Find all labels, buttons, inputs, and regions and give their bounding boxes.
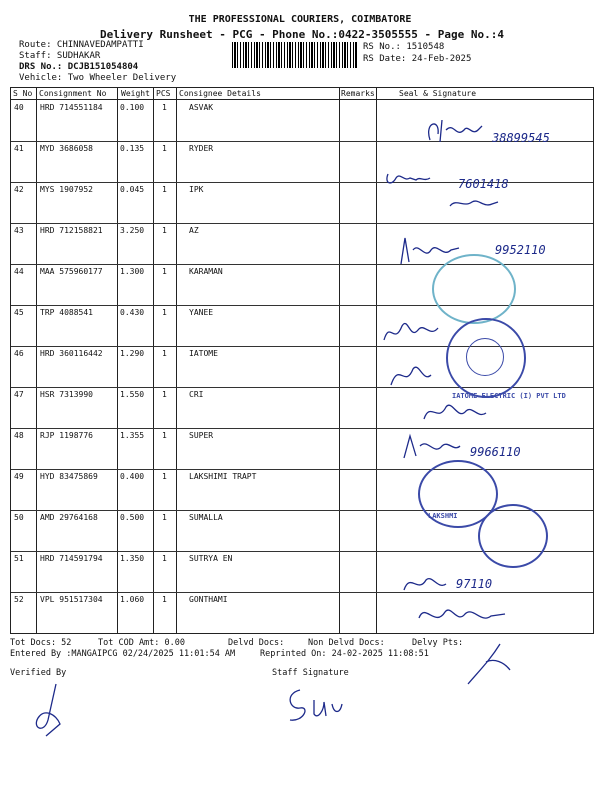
drs-number: DRS No.: DCJB151054804 xyxy=(19,62,139,72)
cell-consignment-no: HRD 714591794 xyxy=(40,554,103,563)
handwritten-phone: 9952110 xyxy=(495,243,546,257)
col-header-consignment: Consignment No xyxy=(39,89,107,98)
row-divider xyxy=(11,469,593,470)
cell-consignee: LAKSHIMI TRAPT xyxy=(189,472,257,481)
company-title: THE PROFESSIONAL COURIERS, COIMBATORE xyxy=(188,14,412,25)
cell-consignment-no: HRD 712158821 xyxy=(40,226,103,235)
tot-docs: Tot Docs: 52 xyxy=(10,638,72,648)
cell-consignment-no: VPL 951517304 xyxy=(40,595,103,604)
cell-pcs: 1 xyxy=(162,308,167,317)
cell-sno: 42 xyxy=(14,185,24,194)
cell-consignee: YANEE xyxy=(189,308,214,317)
cell-consignee: ASVAK xyxy=(189,103,214,112)
rs-date: RS Date: 24-Feb-2025 xyxy=(363,54,472,64)
cell-consignee: SUMALLA xyxy=(189,513,223,522)
cell-weight: 1.355 xyxy=(120,431,145,440)
cell-consignee: CRI xyxy=(189,390,204,399)
cell-weight: 1.060 xyxy=(120,595,145,604)
reprinted-on: Reprinted On: 24-02-2025 11:08:51 xyxy=(260,649,429,659)
verified-signature xyxy=(26,680,76,740)
staff-signature xyxy=(280,680,360,730)
col-header-weight: Weight xyxy=(121,89,150,98)
cell-weight: 0.500 xyxy=(120,513,145,522)
entered-by: Entered By :MANGAIPCG 02/24/2025 11:01:54 AM xyxy=(10,649,236,659)
signature-row-47 xyxy=(420,395,510,429)
cell-sno: 44 xyxy=(14,267,24,276)
cell-pcs: 1 xyxy=(162,513,167,522)
cell-pcs: 1 xyxy=(162,390,167,399)
cell-consignment-no: AMD 29764168 xyxy=(40,513,98,522)
cell-consignee: KARAMAN xyxy=(189,267,223,276)
row-divider xyxy=(11,223,593,224)
signature-row-46 xyxy=(385,355,455,395)
stamp-text: IATOME ELECTRIC (I) PVT LTD xyxy=(452,392,566,400)
cell-consignment-no: HSR 7313990 xyxy=(40,390,93,399)
cell-weight: 0.100 xyxy=(120,103,145,112)
col-header-seal-signature: Seal & Signature xyxy=(399,89,477,98)
cell-pcs: 1 xyxy=(162,554,167,563)
cell-weight: 1.350 xyxy=(120,554,145,563)
cell-weight: 1.300 xyxy=(120,267,145,276)
cell-sno: 46 xyxy=(14,349,24,358)
cell-sno: 43 xyxy=(14,226,24,235)
cell-pcs: 1 xyxy=(162,349,167,358)
cell-consignee: GONTHAMI xyxy=(189,595,228,604)
handwritten-phone: 97110 xyxy=(456,577,493,591)
cell-consignment-no: HYD 83475869 xyxy=(40,472,98,481)
signature-row-51 xyxy=(400,568,570,598)
cell-pcs: 1 xyxy=(162,185,167,194)
cell-consignee: RYDER xyxy=(189,144,214,153)
signature-row-42 xyxy=(380,164,580,216)
cell-sno: 45 xyxy=(14,308,24,317)
cell-sno: 52 xyxy=(14,595,24,604)
col-header-sno: S No xyxy=(13,89,33,98)
cell-consignment-no: RJP 1198776 xyxy=(40,431,93,440)
cell-sno: 40 xyxy=(14,103,24,112)
vehicle-label: Vehicle: Two Wheeler Delivery xyxy=(19,73,177,83)
cell-sno: 47 xyxy=(14,390,24,399)
route-label: Route: CHINNAVEDAMPATTI xyxy=(19,40,144,50)
handwritten-phone: 7601418 xyxy=(458,177,509,191)
round-stamp-row-50 xyxy=(478,504,548,568)
signature-row-40 xyxy=(420,112,590,152)
cell-consignment-no: HRD 360116442 xyxy=(40,349,103,358)
cell-consignee: IATOME xyxy=(189,349,218,358)
cell-consignee: IPK xyxy=(189,185,204,194)
rs-number: RS No.: 1510548 xyxy=(363,42,445,52)
cell-pcs: 1 xyxy=(162,103,167,112)
cell-pcs: 1 xyxy=(162,472,167,481)
staff-signature-label: Staff Signature xyxy=(272,668,349,678)
barcode xyxy=(232,42,358,68)
signature-row-48 xyxy=(400,430,590,466)
cell-weight: 1.290 xyxy=(120,349,145,358)
cell-pcs: 1 xyxy=(162,267,167,276)
staff-label: Staff: SUDHAKAR xyxy=(19,51,101,61)
cell-weight: 0.135 xyxy=(120,144,145,153)
cell-weight: 0.045 xyxy=(120,185,145,194)
handwritten-phone: 9966110 xyxy=(470,445,521,459)
cell-sno: 49 xyxy=(14,472,24,481)
cell-weight: 0.430 xyxy=(120,308,145,317)
cell-pcs: 1 xyxy=(162,431,167,440)
cell-pcs: 1 xyxy=(162,226,167,235)
cell-consignee: SUTRYA EN xyxy=(189,554,233,563)
verified-by-label: Verified By xyxy=(10,668,67,678)
runsheet-subtitle: Delivery Runsheet - PCG - Phone No.:0422-3505555 - Page No.:4 xyxy=(100,28,504,41)
cell-sno: 41 xyxy=(14,144,24,153)
non-delvd-docs: Non Delvd Docs: xyxy=(308,638,385,648)
cell-consignment-no: MYS 1907952 xyxy=(40,185,93,194)
cell-consignment-no: TRP 4088541 xyxy=(40,308,93,317)
cell-weight: 3.250 xyxy=(120,226,145,235)
tot-cod-amt: Tot COD Amt: 0.00 xyxy=(98,638,185,648)
cell-consignee: AZ xyxy=(189,226,199,235)
cell-weight: 1.550 xyxy=(120,390,145,399)
delvy-pts-mark xyxy=(460,640,520,690)
cell-consignee: SUPER xyxy=(189,431,214,440)
cell-sno: 48 xyxy=(14,431,24,440)
cell-pcs: 1 xyxy=(162,144,167,153)
delvd-docs: Delvd Docs: xyxy=(228,638,285,648)
cell-weight: 0.400 xyxy=(120,472,145,481)
col-header-remarks: Remarks xyxy=(341,89,375,98)
handwritten-phone: 38899545 xyxy=(492,131,550,145)
cell-pcs: 1 xyxy=(162,595,167,604)
cell-consignment-no: HRD 714551184 xyxy=(40,103,103,112)
signature-row-52 xyxy=(415,598,575,638)
cell-consignment-no: MYD 3686058 xyxy=(40,144,93,153)
iatome-stamp-inner xyxy=(466,338,504,376)
col-header-pcs: PCS xyxy=(156,89,171,98)
cell-consignment-no: MAA 575960177 xyxy=(40,267,103,276)
cell-sno: 51 xyxy=(14,554,24,563)
stamp-text: LAKSHMI xyxy=(428,512,458,520)
col-header-consignee: Consignee Details xyxy=(179,89,261,98)
cell-sno: 50 xyxy=(14,513,24,522)
delvy-pts: Delvy Pts: xyxy=(412,638,464,648)
